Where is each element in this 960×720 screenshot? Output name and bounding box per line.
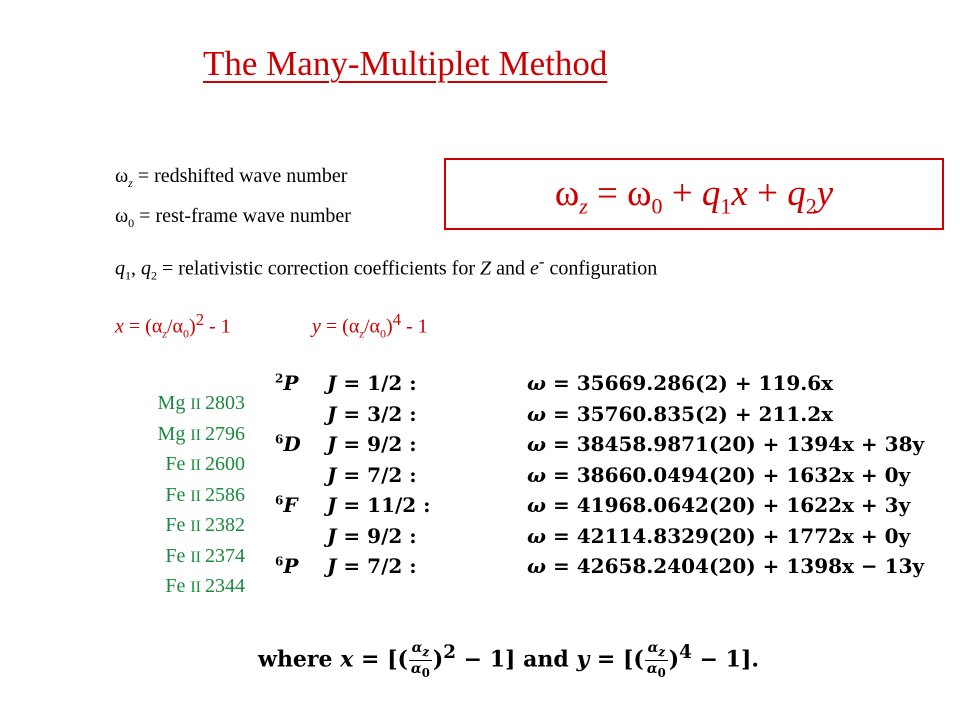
transition-label: Mg II 2803 bbox=[157, 392, 245, 414]
wave-number-expression: ω = 35669.286(2) + 119.6x bbox=[527, 371, 834, 396]
energy-level-row bbox=[275, 368, 924, 399]
j-value: J = 1/2 : bbox=[327, 371, 417, 396]
term-symbol: $^6$P bbox=[275, 554, 299, 579]
term-symbol: $^6$D bbox=[275, 432, 301, 457]
page-title: The Many-Multiplet Method bbox=[203, 44, 608, 83]
j-value: J = 11/2 : bbox=[327, 493, 431, 518]
x-definition: $x = (\alpha_z/\alpha_0)^2 - 1$ bbox=[115, 310, 231, 341]
transition-label: Fe II 2344 bbox=[165, 575, 245, 597]
q-coefficient-definition: $q_1$, $q_2$ = relativistic correction coefficients for Z and e- configuration bbox=[115, 252, 658, 283]
energy-level-row bbox=[275, 429, 924, 460]
transition-label: Fe II 2374 bbox=[165, 544, 245, 567]
term-symbol bbox=[275, 460, 327, 491]
term-symbol: $^6$F bbox=[275, 493, 298, 518]
j-value: J = 3/2 : bbox=[327, 401, 417, 426]
j-value: J = 9/2 : bbox=[327, 523, 417, 548]
transition-label: Fe II 2382 bbox=[165, 514, 245, 536]
transition-label: Mg II 2796 bbox=[157, 422, 245, 445]
wave-number-expression: ω = 41968.0642(20) + 1622x + 3y bbox=[527, 493, 911, 518]
wave-number-expression: ω = 42658.2404(20) + 1398x − 13y bbox=[527, 554, 925, 579]
omega-z-definition: $\omega_z$ = redshifted wave number bbox=[115, 165, 348, 190]
transition-label: Fe II 2600 bbox=[165, 453, 245, 475]
j-value: J = 9/2 : bbox=[327, 432, 417, 457]
where-clause: where x = [( $\frac{\alpha_z}{\alpha_0}$ )$^2$ − 1] and y = [( $\frac{\alpha_z}{\alpha_0}$ )$^4$ − 1]. bbox=[258, 640, 760, 680]
energy-level-row bbox=[275, 490, 924, 521]
energy-level-row bbox=[275, 521, 924, 552]
term-symbol: $^2$P bbox=[275, 371, 299, 396]
main-formula-box bbox=[444, 158, 944, 230]
term-symbol bbox=[275, 521, 327, 552]
j-value: J = 7/2 : bbox=[327, 462, 417, 487]
y-definition: $y = (\alpha_z/\alpha_0)^4 - 1$ bbox=[312, 310, 428, 341]
term-symbol bbox=[275, 399, 327, 430]
wave-number-expression: ω = 42114.8329(20) + 1772x + 0y bbox=[527, 523, 911, 548]
wave-number-expression: ω = 38458.9871(20) + 1394x + 38y bbox=[527, 432, 925, 457]
transition-list bbox=[95, 388, 245, 602]
energy-level-table bbox=[275, 368, 924, 582]
energy-level-row bbox=[275, 551, 924, 582]
wave-number-expression: ω = 38660.0494(20) + 1632x + 0y bbox=[527, 462, 911, 487]
j-value: J = 7/2 : bbox=[327, 554, 417, 579]
energy-level-row bbox=[275, 399, 924, 430]
transition-label: Fe II 2586 bbox=[165, 483, 245, 506]
energy-level-row bbox=[275, 460, 924, 491]
wave-number-expression: ω = 35760.835(2) + 211.2x bbox=[527, 401, 834, 426]
main-formula: $\omega_z = \omega_0 + q_1x + q_2y$ bbox=[554, 173, 834, 219]
omega-0-definition: $\omega_0$ = rest-frame wave number bbox=[115, 205, 351, 230]
